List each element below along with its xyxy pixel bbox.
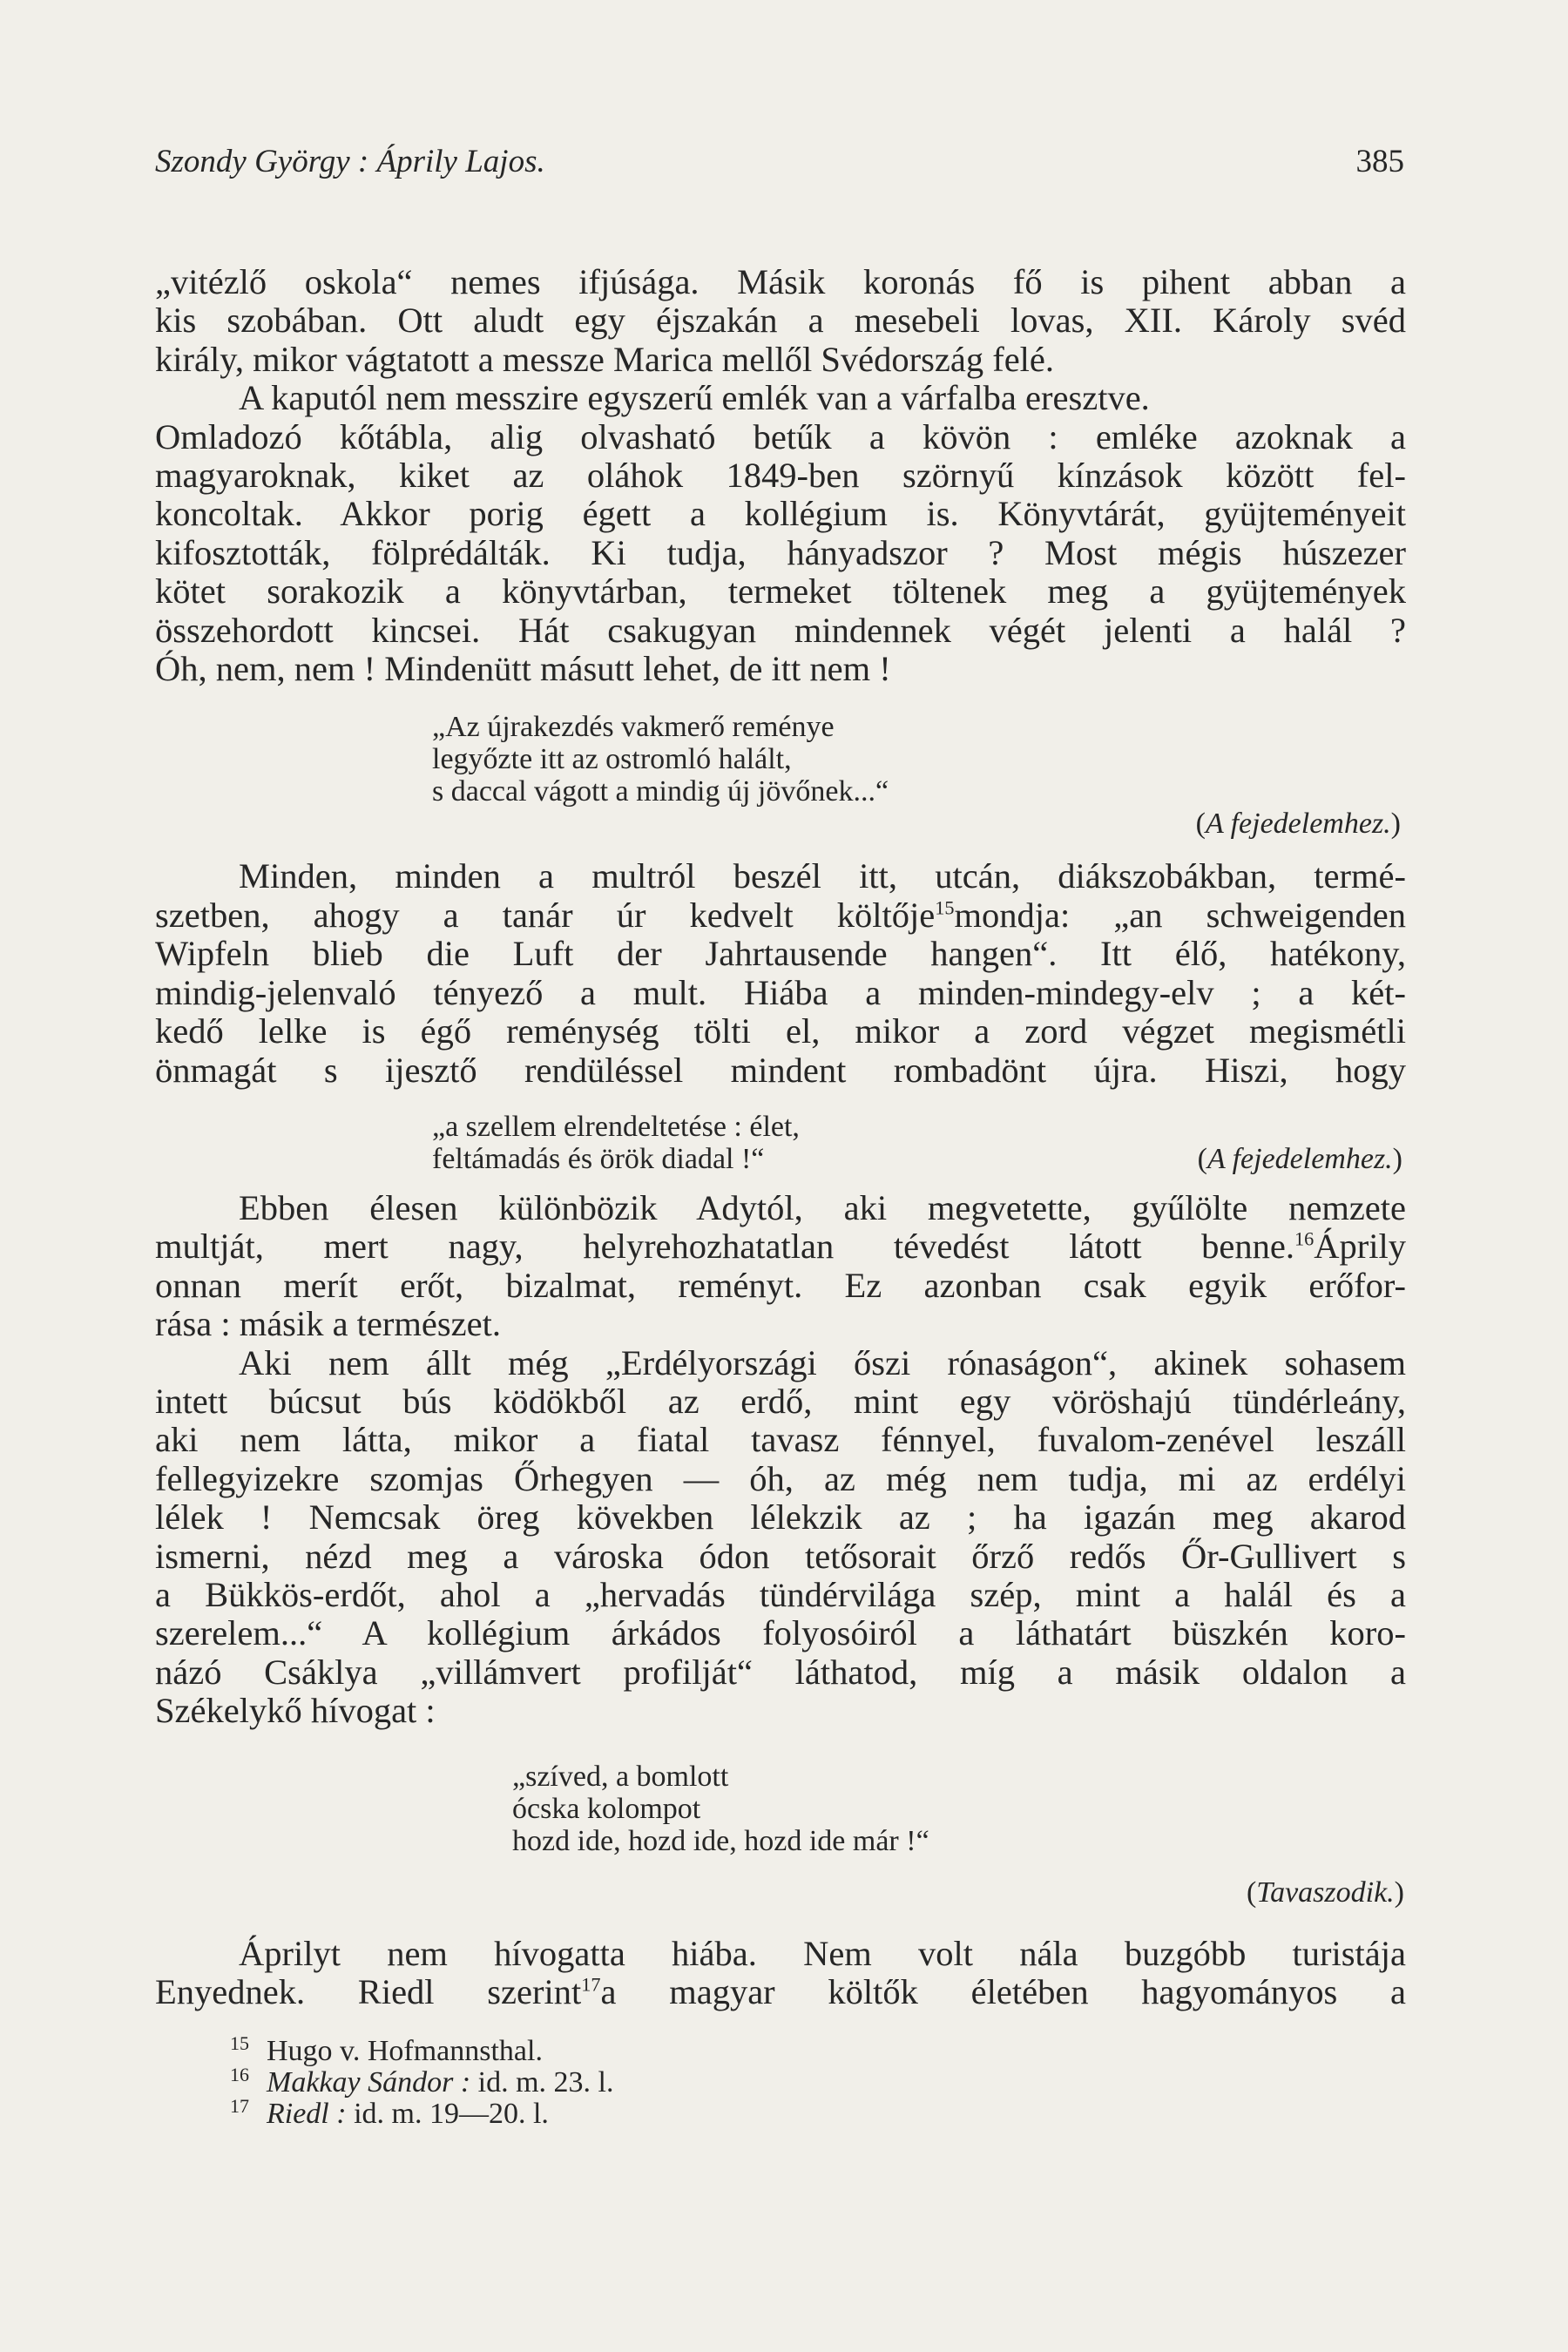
verse-line: legyőzte itt az ostromló halált, bbox=[432, 743, 792, 776]
text-line: Wipfeln blieb die Luft der Jahrtausende hangen“. Itt élő, hatékony, bbox=[155, 934, 1406, 974]
text-line: Áprilyt nem hívogatta hiába. Nem volt nála buzgóbb turistája bbox=[239, 1933, 1406, 1973]
text-line: multját, mert nagy, helyrehozhatatlan tévedést látott benne.$^{16}$Áprily bbox=[155, 1227, 1406, 1267]
verse-line: feltámadás és örök diadal !“ bbox=[432, 1142, 765, 1175]
text-line: názó Csáklya „villámvert profilját“ láthatod, míg a másik oldalon a bbox=[155, 1652, 1406, 1692]
text-line: rása : másik a természet. bbox=[155, 1304, 501, 1344]
text-line: Óh, nem, nem ! Mindenütt másutt lehet, de itt nem ! bbox=[155, 649, 891, 689]
text-line: a Bükkös-erdőt, ahol a „hervadás tündérvilága szép, mint a halál és a bbox=[155, 1574, 1406, 1614]
text-line: Minden, minden a multról beszél itt, utcán, diákszobákban, termé- bbox=[239, 856, 1406, 896]
text-line: király, mikor vágtatott a messze Marica mellől Svédország felé. bbox=[155, 339, 1055, 379]
verse-quote-2 bbox=[432, 1111, 1406, 1175]
footnote: 16 Makkay Sándor : id. m. 23. l. bbox=[230, 2064, 614, 2099]
text-line: összehordott kincsei. Hát csakugyan mindennek végét jelenti a halál ? bbox=[155, 610, 1406, 650]
verse-line: hozd ide, hozd ide, hozd ide már !“ bbox=[512, 1824, 929, 1857]
text-line: kis szobában. Ott aludt egy éjszakán a mesebeli lovas, XII. Károly svéd bbox=[155, 301, 1406, 341]
text-line: mindig-jelenvaló tényező a mult. Hiába a minden-mindegy-elv ; a két- bbox=[155, 972, 1406, 1012]
text-line: szetben, ahogy a tanár úr kedvelt költője$^{15}$mondja: „an schweigenden bbox=[155, 895, 1406, 935]
text-line: Omladozó kőtábla, alig olvasható betűk a kövön : emléke azoknak a bbox=[155, 416, 1406, 456]
verse-line: ócska kolompot bbox=[512, 1792, 701, 1825]
text-line: A kaputól nem messzire egyszerű emlék van a várfalba eresztve. bbox=[239, 378, 1150, 418]
text-line: intett búcsut bús ködökből az erdő, mint egy vöröshajú tündérleány, bbox=[155, 1381, 1406, 1421]
verse-line: „Az újrakezdés vakmerő reménye bbox=[432, 711, 835, 744]
page-header bbox=[155, 143, 1404, 195]
page-number: 385 bbox=[1355, 144, 1404, 179]
text-line: magyaroknak, kiket az oláhok 1849-ben szörnyű kínzások között fel- bbox=[155, 456, 1406, 496]
verse-line: „a szellem elrendeltetése : élet, bbox=[432, 1110, 800, 1143]
text-line: Székelykő hívogat : bbox=[155, 1691, 436, 1731]
paragraph-1 bbox=[155, 263, 1406, 688]
text-line: ismerni, nézd meg a városka ódon tetősorait őrző redős Őr-Gullivert s bbox=[155, 1536, 1406, 1576]
paragraph-3 bbox=[155, 1189, 1406, 1344]
text-line: koncoltak. Akkor porig égett a kollégium is. Könyvtárát, gyüjteményeit bbox=[155, 494, 1406, 534]
verse-source: (A fejedelemhez.) bbox=[1197, 1142, 1402, 1175]
text-line: kötet sorakozik a könyvtárban, termeket töltenek meg a gyüjtemények bbox=[155, 571, 1406, 612]
page-body bbox=[155, 263, 1406, 2130]
footnote: 17 Riedl : id. m. 19—20. l. bbox=[230, 2095, 549, 2131]
text-line: szerelem...“ A kollégium árkádos folyosóiról a láthatárt büszkén koro- bbox=[155, 1613, 1406, 1653]
text-line: kedő lelke is égő reménység tölti el, mikor a zord végzet megismétli bbox=[155, 1011, 1406, 1051]
text-line: fellegyizekre szomjas Őrhegyen — óh, az még nem tudja, mi az erdélyi bbox=[155, 1458, 1406, 1498]
footnote-ref: 16 bbox=[1294, 1227, 1315, 1250]
verse-line: „szíved, a bomlott bbox=[512, 1760, 729, 1793]
text-line: kifosztották, fölprédálták. Ki tudja, hányadszor ? Most mégis húszezer bbox=[155, 532, 1406, 572]
paragraph-2 bbox=[155, 857, 1406, 1089]
paragraph-5 bbox=[155, 1935, 1406, 2012]
footnote: 15 Hugo v. Hofmannsthal. bbox=[230, 2032, 543, 2068]
text-line: Ebben élesen különbözik Adytól, aki megvetette, gyűlölte nemzete bbox=[239, 1187, 1406, 1227]
paragraph-4 bbox=[155, 1344, 1406, 1731]
text-line: onnan merít erőt, bizalmat, reményt. Ez azonban csak egyik erőfor- bbox=[155, 1265, 1406, 1305]
text-line: „vitézlő oskola“ nemes ifjúsága. Másik koronás fő is pihent abban a bbox=[155, 262, 1406, 301]
verse-quote-3 bbox=[512, 1761, 1406, 1909]
verse-source: (Tavaszodik.) bbox=[1246, 1876, 1404, 1909]
verse-quote-1 bbox=[432, 711, 1406, 840]
verse-source: (A fejedelemhez.) bbox=[1195, 808, 1401, 841]
text-line: Aki nem állt még „Erdélyországi őszi rónaságon“, akinek sohasem bbox=[239, 1342, 1406, 1382]
text-line: lélek ! Nemcsak öreg kövekben lélekzik az ; ha igazán meg akarod bbox=[155, 1497, 1406, 1538]
verse-line: s daccal vágott a mindig új jövőnek...“ bbox=[432, 775, 889, 808]
text-line: Enyednek. Riedl szerint$^{17}$a magyar költők életében hagyományos a bbox=[155, 1972, 1406, 2011]
footnotes bbox=[230, 2032, 1406, 2131]
footnote-ref: 17 bbox=[581, 1973, 601, 1996]
running-head: Szondy György : Áprily Lajos. bbox=[155, 144, 545, 179]
text-line: aki nem látta, mikor a fiatal tavasz fénnyel, fuvalom-zenével leszáll bbox=[155, 1420, 1406, 1460]
text-line: önmagát s ijesztő rendüléssel mindent rombadönt újra. Hiszi, hogy bbox=[155, 1050, 1406, 1090]
footnote-ref: 15 bbox=[935, 896, 955, 919]
